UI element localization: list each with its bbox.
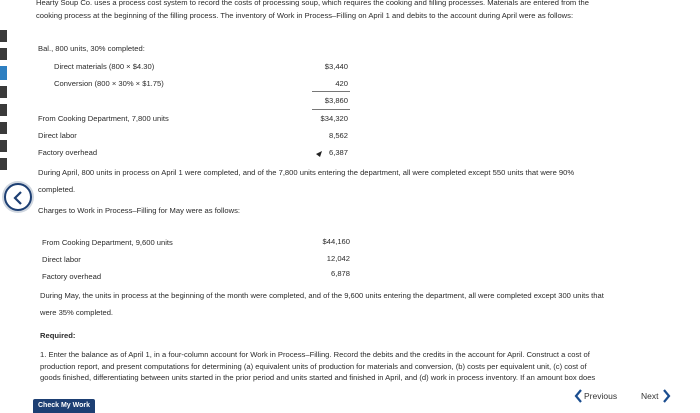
footer-cover	[0, 404, 700, 410]
april-from-cooking-label: From Cooking Department, 7,800 units	[38, 114, 169, 123]
chevron-left-icon	[574, 389, 582, 403]
april-dm-value: $3,440	[324, 62, 348, 71]
april-overhead-label: Factory overhead	[38, 148, 98, 157]
previous-label: Previous	[584, 391, 618, 401]
april-overhead-value: 6,387	[328, 148, 348, 157]
progress-segment	[0, 66, 7, 80]
chevron-left-icon	[13, 191, 23, 205]
progress-segment	[0, 122, 7, 134]
check-my-work-button[interactable]: Check My Work	[33, 399, 95, 413]
may-from-cooking-value: $44,160	[322, 237, 350, 246]
april-text-line-2: completed.	[38, 185, 76, 194]
progress-segment	[0, 30, 7, 42]
may-labor-label: Direct labor	[42, 255, 81, 264]
chevron-right-icon	[663, 389, 671, 403]
may-charges-heading: Charges to Work in Process–Filling for May were as follows:	[38, 206, 241, 215]
required-heading: Required:	[40, 331, 76, 340]
may-labor-value: 12,042	[326, 254, 350, 263]
pointer-cursor-icon	[315, 150, 323, 158]
subtotal-rule	[312, 91, 350, 92]
april-conv-value: 420	[335, 79, 348, 88]
next-button[interactable]	[641, 388, 675, 404]
intro-line-1: Hearty Soup Co. uses a process cost system to record the costs of processing soup, which requires the cooking and filling processes. Materials are entered from the	[36, 0, 589, 7]
previous-button[interactable]	[574, 388, 622, 404]
may-text-line-1: During May, the units in process at the beginning of the month were completed, and of the 9,600 units entering the department, all were completed except 300 units that	[40, 291, 604, 300]
may-overhead-label: Factory overhead	[42, 272, 102, 281]
may-overhead-value: 6,878	[330, 269, 350, 278]
progress-segment	[0, 158, 7, 170]
april-from-cooking-value: $34,320	[320, 114, 348, 123]
april-labor-label: Direct labor	[38, 131, 77, 140]
progress-segment	[0, 86, 7, 98]
may-from-cooking-label: From Cooking Department, 9,600 units	[42, 238, 173, 247]
april-text-line-1: During April, 800 units in process on April 1 were completed, and of the 7,800 units entering the department, all were completed except 550 units that were 90%	[38, 168, 575, 177]
april-labor-value: 8,562	[328, 131, 348, 140]
intro-line-2: cooking process at the beginning of the filling process. The inventory of Work in Process–Filling on April 1 and debits to the account during April were as follows:	[36, 11, 574, 20]
april-balance-label: Bal., 800 units, 30% completed:	[38, 44, 145, 53]
back-button[interactable]	[4, 183, 32, 211]
progress-segment	[0, 140, 7, 152]
next-label: Next	[641, 391, 659, 401]
april-dm-label: Direct materials (800 × $4.30)	[54, 62, 155, 71]
required-line-3: goods finished, differentiating between units started in the prior period and units started and finished in April, and (d) work in process inventory. If an amount box does	[40, 373, 596, 382]
required-line-1: 1. Enter the balance as of April 1, in a four-column account for Work in Process–Filling. Record the debits and the credits in the account for April. Construct a cost of	[40, 350, 590, 359]
may-text-line-2: were 35% completed.	[40, 308, 114, 317]
april-subtotal: $3,860	[324, 96, 348, 105]
progress-segment	[0, 48, 7, 60]
required-line-2: production report, and present computations for determining (a) equivalent units of production for materials and conversion, (b) costs per equivalent unit, (c) cost of	[40, 362, 587, 371]
progress-segment	[0, 104, 7, 116]
april-conv-label: Conversion (800 × 30% × $1.75)	[54, 79, 164, 88]
subtotal-rule-bottom	[312, 109, 350, 110]
